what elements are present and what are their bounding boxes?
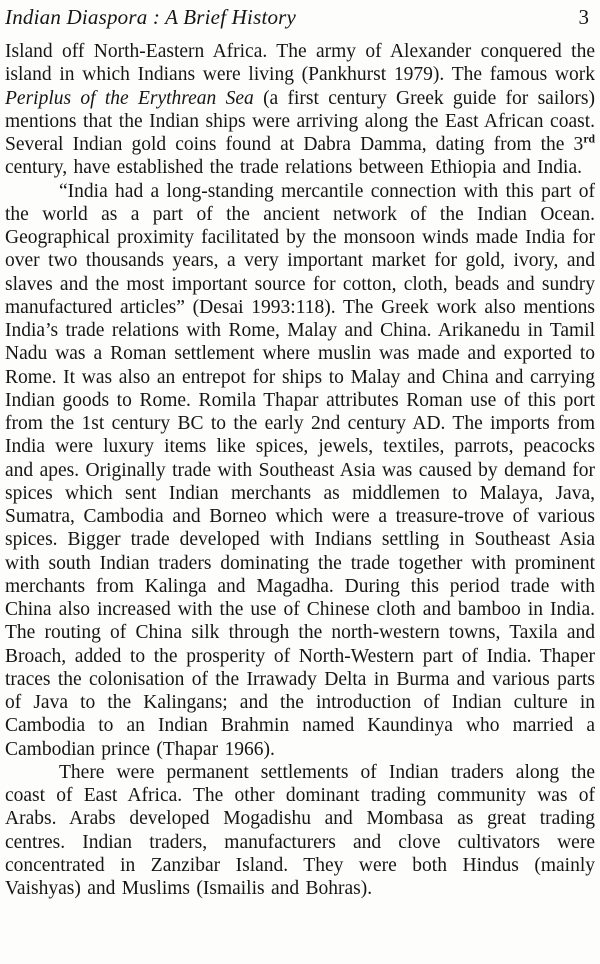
running-title: Indian Diaspora : A Brief History <box>5 5 297 29</box>
paragraph <box>5 180 595 761</box>
ordinal-superscript: rd <box>583 132 595 146</box>
text-run: Island off North-Eastern Africa. The army of Alexander conquered the island in which Indians were living (Pankhurst 1979). The famous work <box>5 41 595 86</box>
text-run: century, have established the trade relations between Ethiopia and India. <box>5 157 582 179</box>
paragraph <box>5 40 595 180</box>
text-run: (a first century Greek guide for sailors) mentions that the Indian ships were arriving along the East African coast. Several Indian gold coins found at Dabra Damma, dating from the 3 <box>5 87 595 155</box>
page-number: 3 <box>578 5 589 29</box>
text-run: “India had a long-standing mercantile connection with this part of the world as a part of the ancient network of the Indian Ocean. Geographical proximity facilitated by the monsoon winds made India for over two thousands years, a very important market for gold, ivory, and slaves and the most important source for cotton, cloth, beads and sundry manufactured articles” (Desai 1993:118). The Greek work also mentions India’s trade relations with Rome, Malay and China. Arikanedu in Tamil Nadu was a Roman settlement where muslin was made and exported to Rome. It was also an entrepot for ships to Malay and China and carrying Indian goods to Rome. Romila Thapar attributes Roman use of this port from the 1st century BC to the early 2nd century AD. The imports from India were luxury items like spices, jewels, textiles, parrots, peacocks and apes. Originally trade with Southeast Asia was caused by demand for spices which sent Indian merchants as middlemen to Malaya, Java, Sumatra, Cambodia and Borneo which were a treasure-trove of various spices. Bigger trade developed with Indians settling in Southeast Asia with south Indian traders dominating the trade together with prominent merchants from Kalinga and Magadha. During this period trade with China also increased with the use of Chinese cloth and bamboo in India. The routing of China silk through the north-western towns, Taxila and Broach, added to the prosperity of North-Western part of India. Thaper traces the colonisation of the Irrawady Delta in Burma and various parts of Java to the Kalingans; and the introduction of Indian culture in Cambodia to an Indian Brahmin named Kaundinya who married a Cambodian prince (Thapar 1966). <box>5 180 595 760</box>
italic-work-title: Periplus of the Erythrean Sea <box>5 87 254 109</box>
text-run: There were permanent settlements of Indian traders along the coast of East Africa. The other dominant trading community was of Arabs. Arabs developed Mogadishu and Mombasa as great trading centres. Indian traders, manufacturers and clove cultivators were concentrated in Zanzibar Island. They were both Hindus (mainly Vaishyas) and Muslims (Ismailis and Bohras). <box>5 761 595 899</box>
paragraph <box>5 761 595 901</box>
page-body <box>5 40 595 900</box>
page-header <box>5 4 595 30</box>
